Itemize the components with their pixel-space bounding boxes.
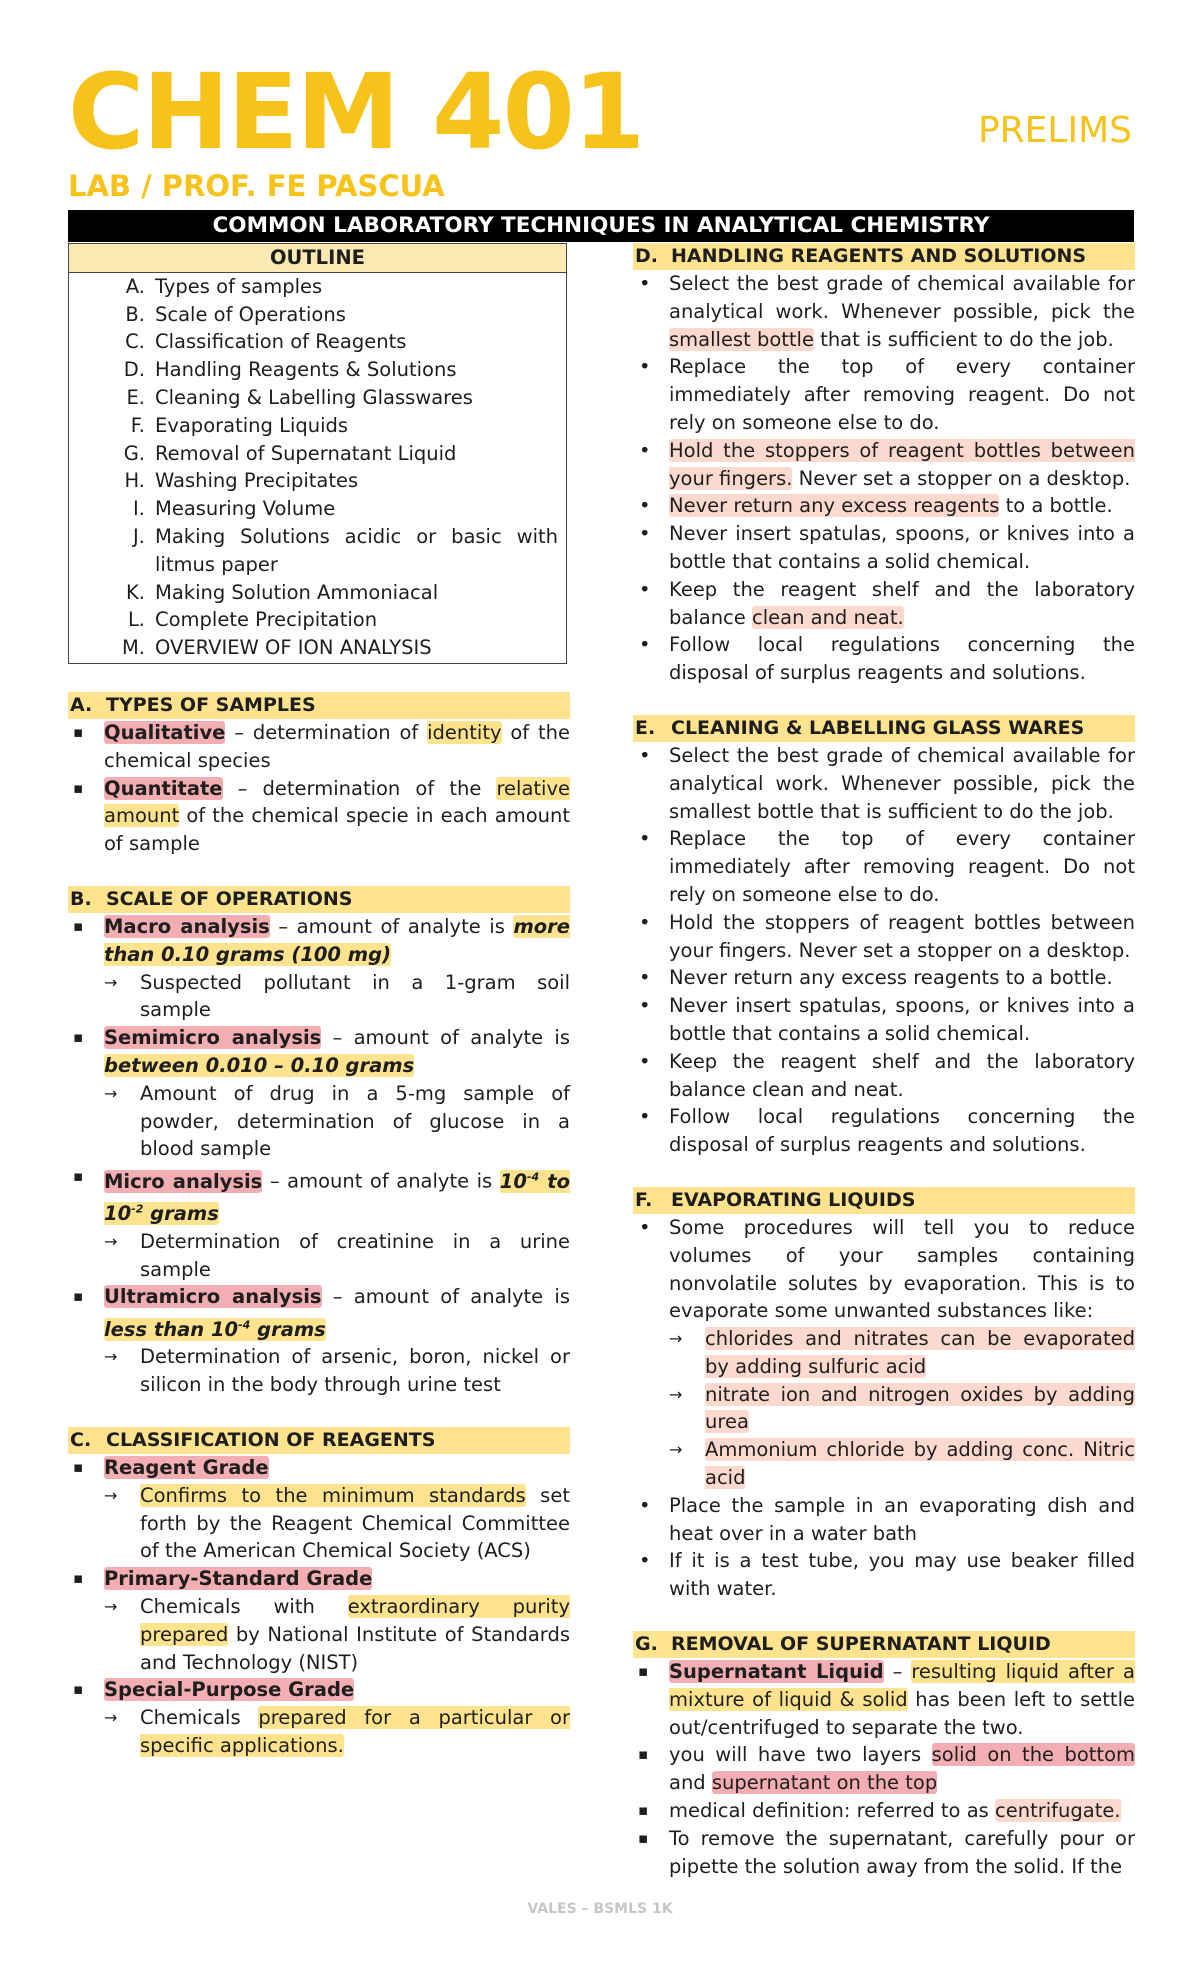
outline-item: B. Scale of Operations bbox=[125, 302, 346, 326]
section-heading-g: G. REMOVAL OF SUPERNATANT LIQUID bbox=[633, 1631, 1135, 1658]
outline-item: F. Evaporating Liquids bbox=[130, 413, 349, 437]
topic-banner: COMMON LABORATORY TECHNIQUES IN ANALYTICAL CHEMISTRY bbox=[68, 210, 1134, 242]
outline-item: I. Measuring Volume bbox=[133, 497, 336, 521]
list-item: • Select the best grade of chemical available for analytical work. Whenever possible, pick the smallest bottle that is sufficient to do the job. bbox=[633, 270, 1135, 353]
list-item: ▪ Ultramicro analysis – amount of analyte is less than $10^{-4}$ grams → Determination of arsenic, boron, nickel or silicon in the body through urine test bbox=[68, 1283, 570, 1399]
example-item: → chlorides and nitrates can be evaporated by adding sulfuric acid bbox=[669, 1325, 1135, 1381]
list-item: ▪ Quantitate – determination of the relative amount of the chemical specie in each amount of sample bbox=[68, 775, 570, 858]
list-item: • If it is a test tube, you may use beaker filled with water. bbox=[633, 1547, 1135, 1603]
example-item: → Amount of drug in a 5-mg sample of powder, determination of glucose in a blood sample bbox=[104, 1080, 570, 1163]
list-item: • Hold the stoppers of reagent bottles between your fingers. Never set a stopper on a desktop. bbox=[633, 909, 1135, 965]
section-c-list bbox=[68, 1454, 570, 1760]
outline-item: K. Making Solution Ammoniacal bbox=[126, 580, 439, 604]
list-item: ▪ Micro analysis – amount of analyte is $10^{-4}$ to $10^{-2}$ grams → Determination of creatinine in a urine sample bbox=[68, 1163, 570, 1283]
outline-item: G. Removal of Supernatant Liquid bbox=[123, 441, 457, 465]
course-title: CHEM 401 bbox=[68, 51, 644, 173]
list-item: ▪ Special-Purpose Grade → Chemicals prepared for a particular or specific applications. bbox=[68, 1676, 570, 1759]
list-item: • Replace the top of every container immediately after removing reagent. Do not rely on someone else to do. bbox=[633, 353, 1135, 436]
list-item: • Follow local regulations concerning the disposal of surplus reagents and solutions. bbox=[633, 631, 1135, 687]
list-item: • Follow local regulations concerning the disposal of surplus reagents and solutions. bbox=[633, 1103, 1135, 1159]
outline-item: M. OVERVIEW OF ION ANALYSIS bbox=[121, 636, 432, 660]
list-item: • Place the sample in an evaporating dish and heat over in a water bath bbox=[633, 1492, 1135, 1548]
outline-heading: OUTLINE bbox=[69, 244, 566, 273]
course-subtitle: LAB / PROF. FE PASCUA bbox=[68, 169, 445, 203]
outline-item: C. Classification of Reagents bbox=[125, 330, 407, 354]
outline-item: A. Types of samples bbox=[125, 274, 323, 298]
example-item: → Determination of arsenic, boron, nickel or silicon in the body through urine test bbox=[104, 1343, 570, 1399]
list-item: • Never insert spatulas, spoons, or knives into a bottle that contains a solid chemical. bbox=[633, 992, 1135, 1048]
example-item: → Chemicals prepared for a particular or specific applications. bbox=[104, 1704, 570, 1760]
section-heading-f: F. EVAPORATING LIQUIDS bbox=[633, 1187, 1135, 1214]
example-item: → Ammonium chloride by adding conc. Nitric acid bbox=[669, 1436, 1135, 1492]
list-item: • Keep the reagent shelf and the laboratory balance clean and neat. bbox=[633, 1048, 1135, 1104]
list-item: ▪ Semimicro analysis – amount of analyte is between 0.010 – 0.10 grams → Amount of drug in a 5-mg sample of powder, determination of glucose in a blood sample bbox=[68, 1024, 570, 1163]
list-item: • Never insert spatulas, spoons, or knives into a bottle that contains a solid chemical. bbox=[633, 520, 1135, 576]
list-item: • Some procedures will tell you to reduce volumes of your samples containing nonvolatile solutes by evaporation. This is to evaporate some unwanted substances like: → chlorides and nitrates can be evaporated by adding sulfuric acid → nitrate ion and nitrogen oxides by adding urea → Ammonium chloride by adding conc. Nitric acid bbox=[633, 1214, 1135, 1492]
outline-item: L. Complete Precipitation bbox=[127, 608, 378, 632]
outline-item: H. Washing Precipitates bbox=[124, 469, 359, 493]
example-item: → Chemicals with extraordinary purity prepared by National Institute of Standards and Technology (NIST) bbox=[104, 1593, 570, 1676]
left-column bbox=[68, 243, 570, 1760]
section-heading-a: A. TYPES OF SAMPLES bbox=[68, 692, 570, 719]
section-f-list bbox=[633, 1214, 1135, 1603]
list-item: ▪ To remove the supernatant, carefully pour or pipette the solution away from the solid. If the bbox=[633, 1825, 1135, 1881]
list-item: ▪ Primary-Standard Grade → Chemicals with extraordinary purity prepared by National Institute of Standards and Technology (NIST) bbox=[68, 1565, 570, 1676]
section-heading-d: D. HANDLING REAGENTS AND SOLUTIONS bbox=[633, 243, 1135, 270]
list-item: • Never return any excess reagents to a bottle. bbox=[633, 492, 1135, 520]
list-item: ▪ Supernatant Liquid – resulting liquid after a mixture of liquid & solid has been left to settle out/centrifuged to separate the two. bbox=[633, 1658, 1135, 1741]
list-item: ▪ you will have two layers solid on the bottom and supernatant on the top bbox=[633, 1741, 1135, 1797]
outline-item: J. Making Solutions acidic or basic with litmus paper bbox=[133, 524, 558, 576]
list-item: • Keep the reagent shelf and the laboratory balance clean and neat. bbox=[633, 576, 1135, 632]
section-a-list bbox=[68, 719, 570, 858]
section-heading-e: E. CLEANING & LABELLING GLASS WARES bbox=[633, 715, 1135, 742]
example-item: → Determination of creatinine in a urine sample bbox=[104, 1228, 570, 1284]
example-item: → Confirms to the minimum standards set forth by the Reagent Chemical Committee of the American Chemical Society (ACS) bbox=[104, 1482, 570, 1565]
section-g-list bbox=[633, 1658, 1135, 1880]
list-item: ▪ Reagent Grade → Confirms to the minimum standards set forth by the Reagent Chemical Committee of the American Chemical Society (ACS) bbox=[68, 1454, 570, 1565]
outline-item: D. Handling Reagents & Solutions bbox=[123, 358, 457, 382]
list-item: ▪ Macro analysis – amount of analyte is more than 0.10 grams (100 mg) → Suspected pollutant in a 1-gram soil sample bbox=[68, 913, 570, 1024]
outline-list bbox=[69, 273, 566, 663]
page-footer: VALES – BSMLS 1K bbox=[527, 1901, 673, 1917]
section-heading-b: B. SCALE OF OPERATIONS bbox=[68, 886, 570, 913]
list-item: • Replace the top of every container immediately after removing reagent. Do not rely on someone else to do. bbox=[633, 825, 1135, 908]
list-item: • Never return any excess reagents to a bottle. bbox=[633, 964, 1135, 992]
section-b-list bbox=[68, 913, 570, 1399]
section-e-list bbox=[633, 742, 1135, 1159]
section-d-list bbox=[633, 270, 1135, 687]
list-item: ▪ medical definition: referred to as centrifugate. bbox=[633, 1797, 1135, 1825]
list-item: • Select the best grade of chemical available for analytical work. Whenever possible, pick the smallest bottle that is sufficient to do the job. bbox=[633, 742, 1135, 825]
list-item: ▪ Qualitative – determination of identity of the chemical species bbox=[68, 719, 570, 775]
right-column bbox=[633, 243, 1135, 1880]
list-item: • Hold the stoppers of reagent bottles between your fingers. Never set a stopper on a desktop. bbox=[633, 437, 1135, 493]
example-item: → Suspected pollutant in a 1-gram soil sample bbox=[104, 969, 570, 1025]
outline-box bbox=[68, 243, 567, 664]
section-heading-c: C. CLASSIFICATION OF REAGENTS bbox=[68, 1427, 570, 1454]
outline-item: E. Cleaning & Labelling Glasswares bbox=[126, 385, 473, 409]
term-label: PRELIMS bbox=[977, 110, 1132, 151]
example-item: → nitrate ion and nitrogen oxides by adding urea bbox=[669, 1381, 1135, 1437]
